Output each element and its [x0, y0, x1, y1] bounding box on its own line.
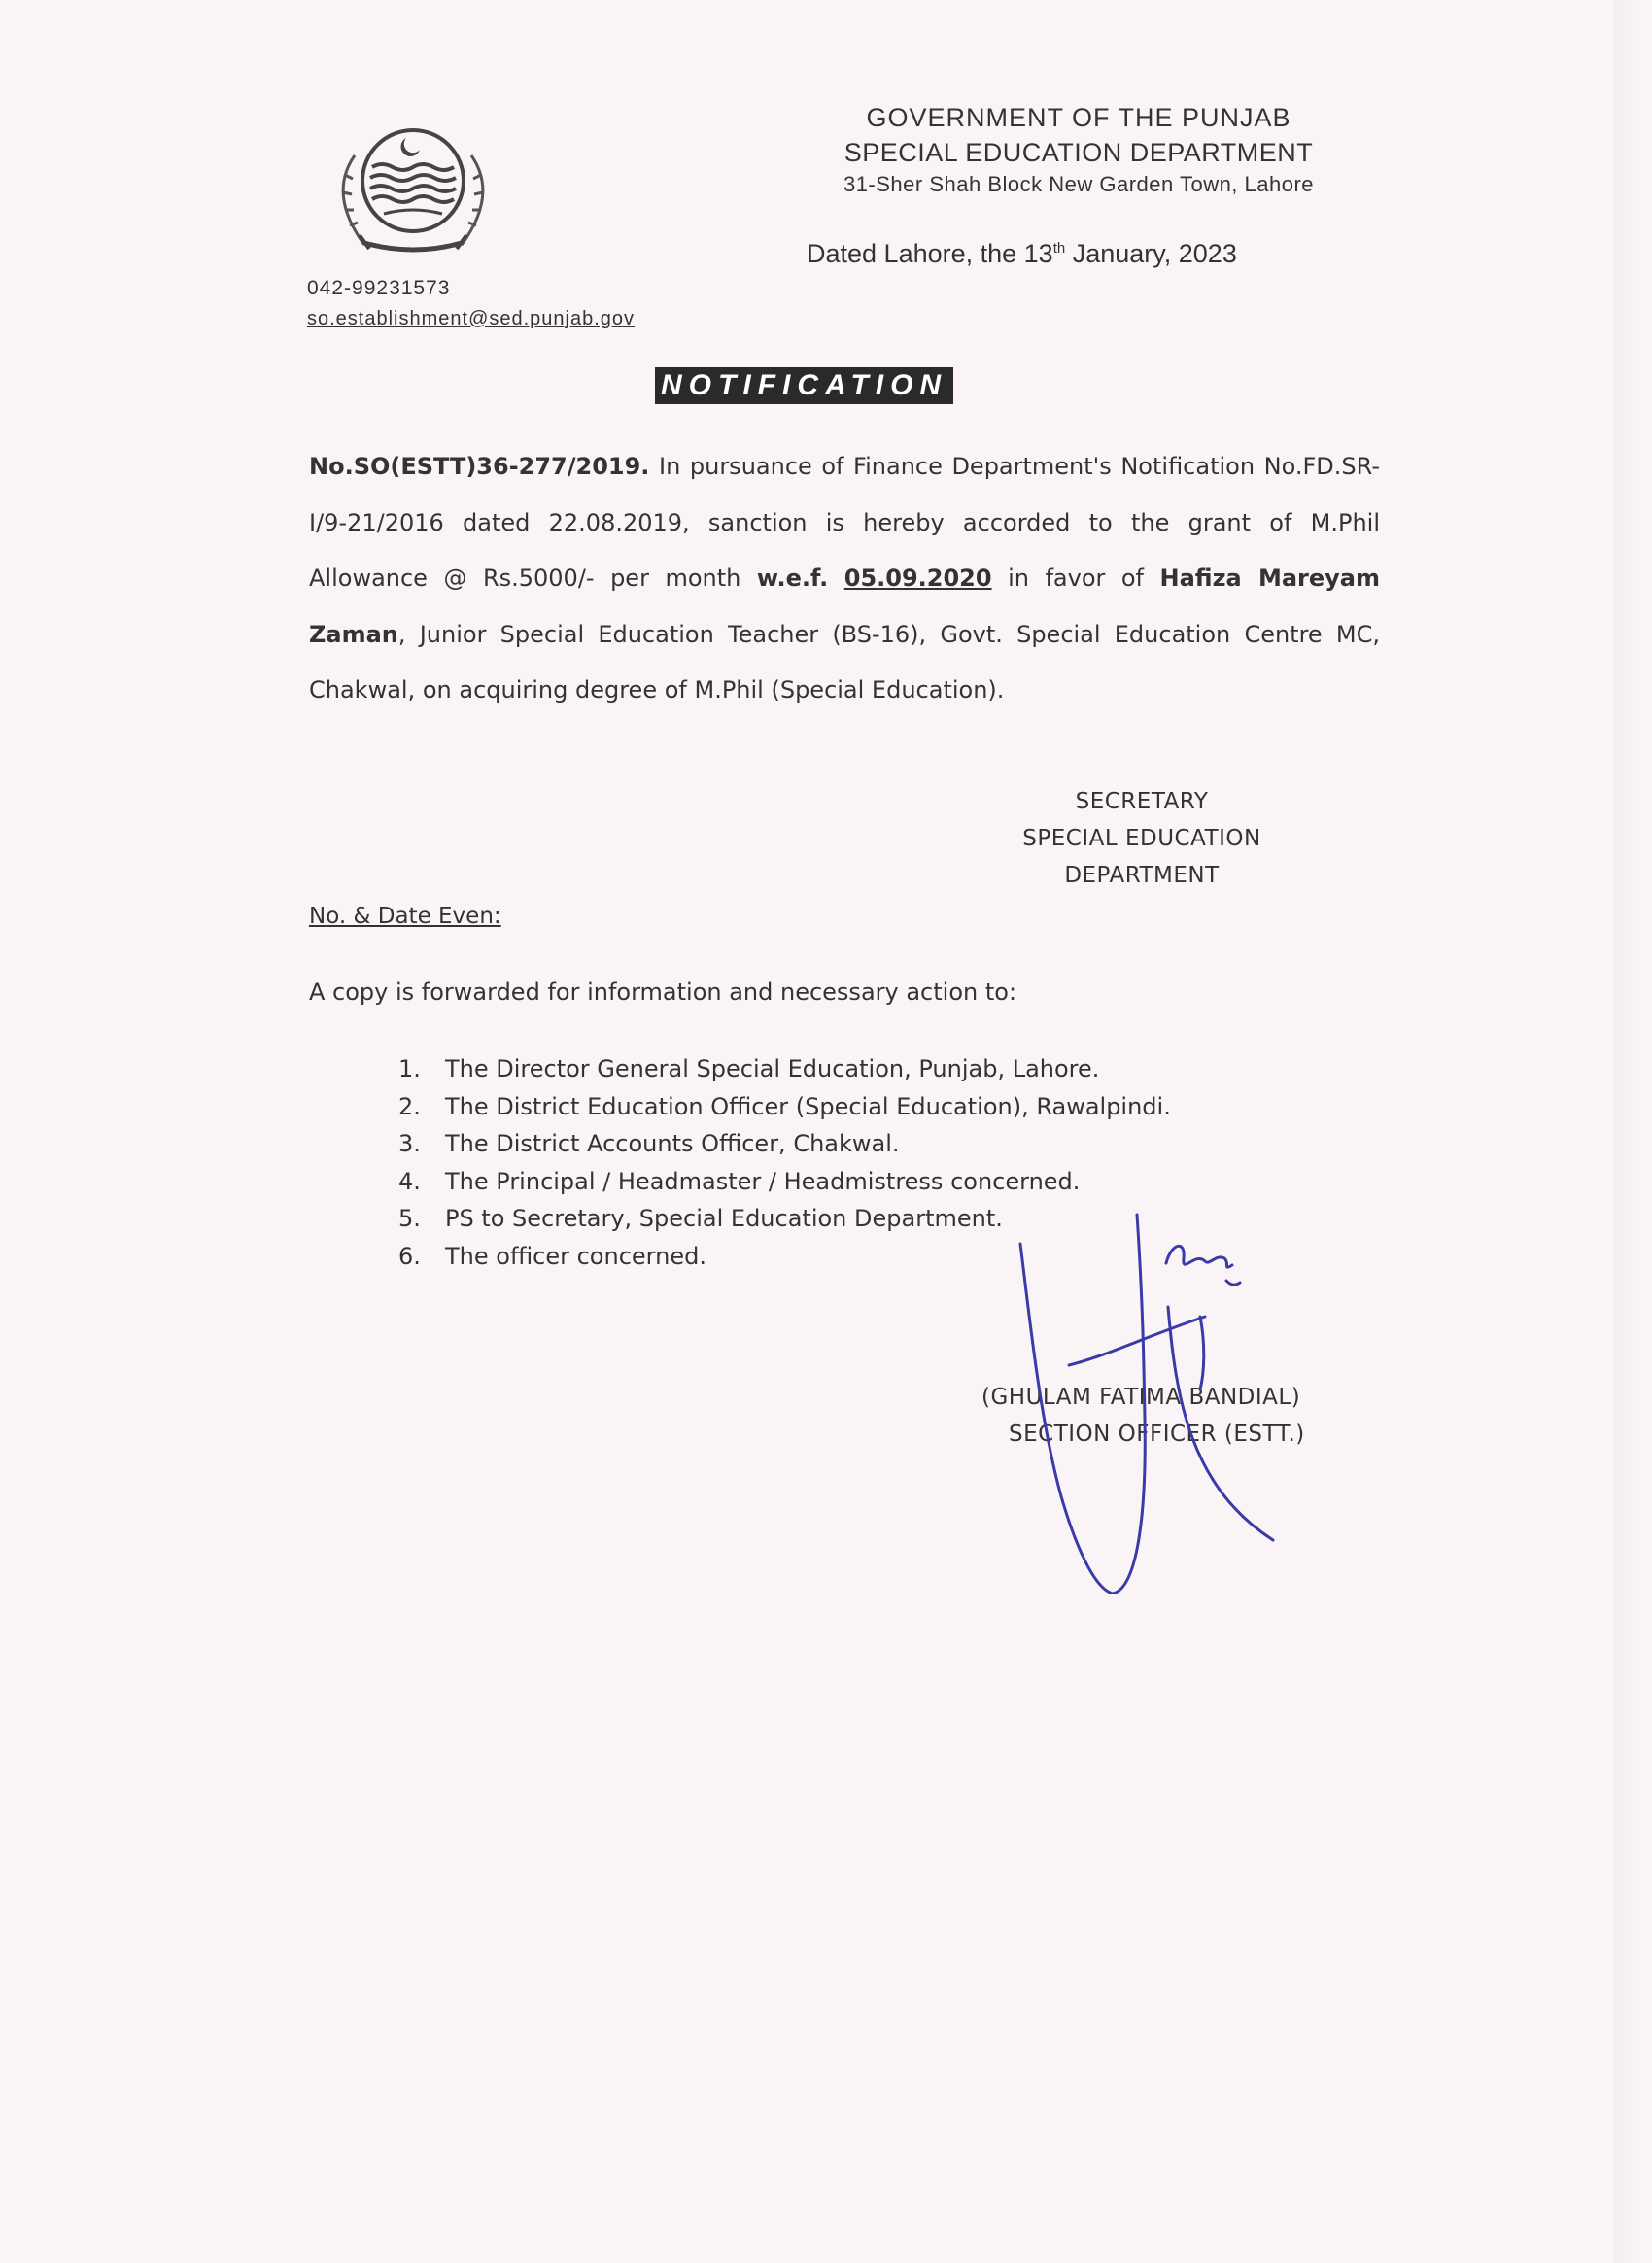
notification-body: No.SO(ESTT)36-277/2019. In pursuance of Finance Department's Notification No.FD.SR-I/9-21/2016 dated 22.08.2019, sanction is hereby accorded to the grant of M.Phil Allowance @ Rs.5000/- per month w.e.f. 05.09.2020 in favor of Hafiza Mareyam Zaman, Junior Special Education Teacher (BS-16), Govt. Special Education Centre MC, Chakwal, on acquiring degree of M.Phil (Special Education).	[309, 453, 1380, 703]
list-item: 3. The District Accounts Officer, Chakwal.	[398, 1130, 900, 1157]
effective-date: 05.09.2020	[843, 565, 992, 592]
header-department: SPECIAL EDUCATION DEPARTMENT	[843, 138, 1314, 167]
header-address: 31-Sher Shah Block New Garden Town, Lahore	[843, 172, 1315, 196]
secretary-line-1: SECRETARY	[1075, 789, 1209, 814]
secretary-line-2: SPECIAL EDUCATION	[1022, 826, 1261, 851]
signatory-title: SECTION OFFICER (ESTT.)	[1009, 1422, 1305, 1447]
wef-label: w.e.f.	[756, 565, 829, 592]
paper-edge	[1613, 0, 1652, 2263]
email-address: so.establishment@sed.punjab.gov	[307, 308, 636, 329]
header-government: GOVERNMENT OF THE PUNJAB	[866, 103, 1291, 132]
handwritten-signature	[1001, 1205, 1312, 1594]
list-item: 4. The Principal / Headmaster / Headmistress concerned.	[398, 1167, 1081, 1195]
list-item: 6. The officer concerned.	[398, 1242, 706, 1270]
secretary-line-3: DEPARTMENT	[1064, 863, 1220, 888]
punjab-government-logo	[316, 117, 510, 262]
phone-number: 042-99231573	[307, 277, 451, 299]
copy-forward-text: A copy is forwarded for information and necessary action to:	[309, 978, 1017, 1006]
list-item: 2. The District Education Officer (Special Education), Rawalpindi.	[398, 1092, 1171, 1120]
reference-number: No.SO(ESTT)36-277/2019.	[309, 453, 650, 480]
list-item: 5. PS to Secretary, Special Education Department.	[398, 1205, 1003, 1232]
notification-title: NOTIFICATION	[655, 367, 953, 404]
date-line: Dated Lahore, the 13th January, 2023	[807, 239, 1237, 268]
signatory-name: (GHULAM FATIMA BANDIAL)	[981, 1385, 1301, 1410]
list-item: 1. The Director General Special Education, Punjab, Lahore.	[398, 1055, 1100, 1082]
no-date-even: No. & Date Even:	[309, 904, 501, 929]
beneficiary-name: Hafiza Mareyam Zaman	[309, 565, 1380, 648]
